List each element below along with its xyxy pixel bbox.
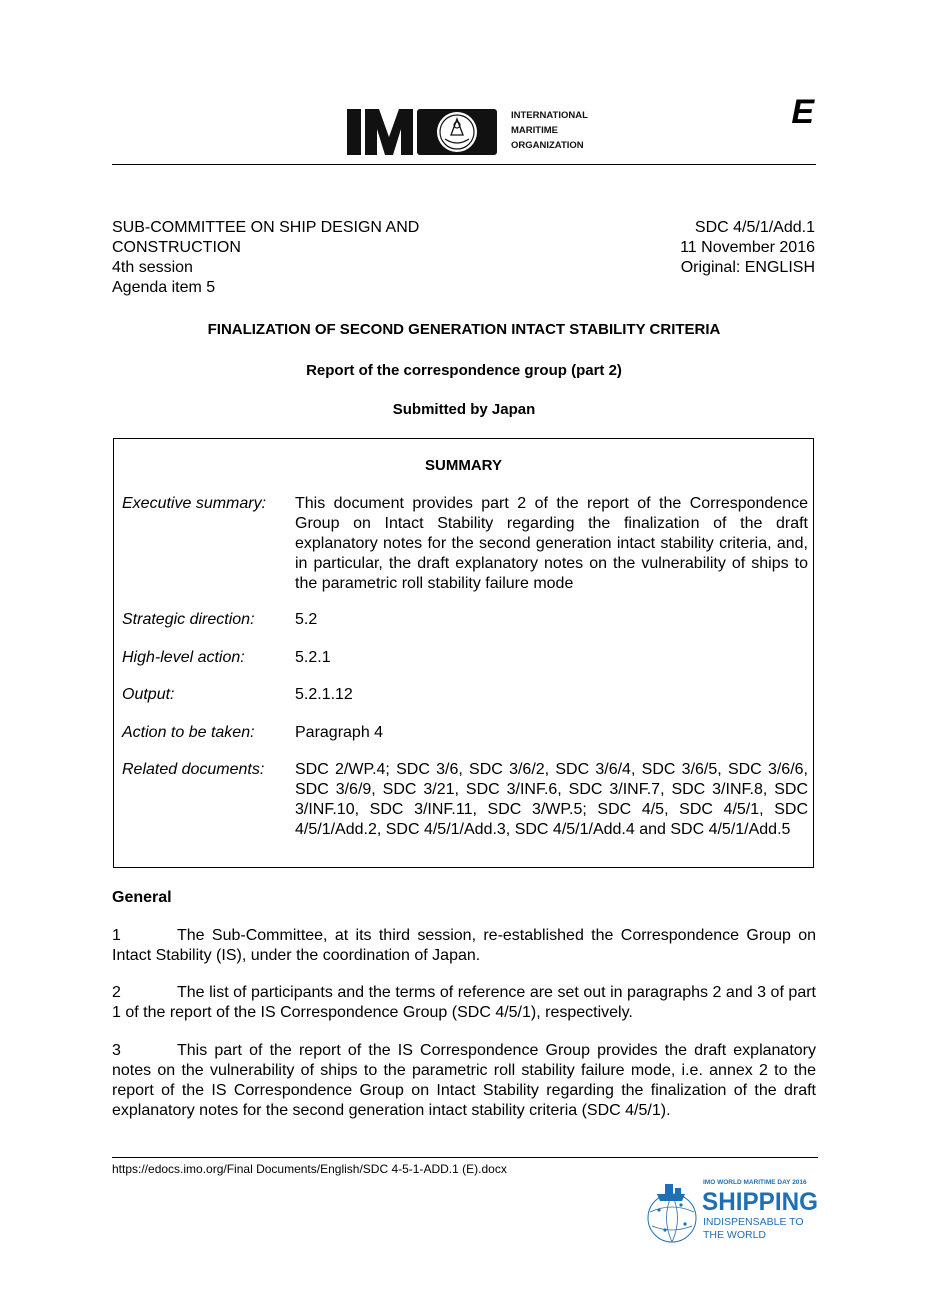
summary-label: Output: <box>122 686 175 703</box>
session-line: 4th session <box>112 259 193 276</box>
committee-block <box>112 218 419 298</box>
doc-date: 11 November 2016 <box>680 239 815 256</box>
wmd-line-2: THE WORLD <box>703 1229 766 1241</box>
summary-label: Strategic direction: <box>122 611 255 628</box>
org-name-line-2: MARITIME <box>511 125 558 136</box>
footer-file-path: https://edocs.imo.org/Final Documents/English/SDC 4-5-1-ADD.1 (E).docx <box>112 1162 507 1176</box>
paragraph-3 <box>112 1041 816 1121</box>
footer-divider <box>112 1157 818 1158</box>
wmd-top-line: IMO WORLD MARITIME DAY 2016 <box>703 1179 807 1186</box>
org-name-line-1: INTERNATIONAL <box>511 110 588 121</box>
summary-value: 5.2.1.12 <box>295 686 353 703</box>
globe-ship-icon <box>648 1184 696 1242</box>
committee-line: SUB-COMMITTEE ON SHIP DESIGN AND <box>112 219 420 236</box>
summary-box <box>113 438 814 868</box>
summary-value: SDC 2/WP.4; SDC 3/6, SDC 3/6/2, SDC 3/6/4, SDC 3/6/5, SDC 3/6/6, SDC 3/6/9, SDC 3/21, SDC 3/INF.6, SDC 3/INF.7, SDC 3/INF.8, SDC 3/INF.10, SDC 3/INF.11, SDC 3/WP.5; SDC 4/5, SDC 4/5/1, SDC 4/5/1/Add.2, SDC 4/5/1/Add.3, SDC 4/5/1/Add.4 and SDC 4/5/1/Add.5 <box>295 761 808 838</box>
section-heading-general: General <box>112 889 172 906</box>
document-title: FINALIZATION OF SECOND GENERATION INTACT STABILITY CRITERIA <box>207 321 721 338</box>
paragraph-number: 1 <box>112 927 121 944</box>
summary-heading: SUMMARY <box>425 457 502 474</box>
document-reference-block <box>680 218 815 278</box>
org-name-line-3: ORGANIZATION <box>511 140 584 151</box>
paragraph-2 <box>112 983 816 1023</box>
wmd-line-1: INDISPENSABLE TO <box>703 1216 804 1228</box>
paragraph-text: The list of participants and the terms of reference are set out in paragraphs 2 and 3 of part 1 of the report of the IS Correspondence Group (SDC 4/5/1), respectively. <box>112 984 816 1021</box>
submitted-by: Submitted by Japan <box>392 401 536 418</box>
summary-label: Related documents: <box>122 761 265 778</box>
paragraph-number: 3 <box>112 1042 121 1059</box>
agenda-item-line: Agenda item 5 <box>112 279 216 296</box>
summary-value: This document provides part 2 of the report of the Correspondence Group on Intact Stability regarding the finalization of the draft explanatory notes for the second generation intact stability criteria, and, in particular, the draft explanatory notes on the vulnerability of ships to the parametric roll stability failure mode <box>295 495 808 592</box>
summary-value: 5.2.1 <box>295 649 331 666</box>
paragraph-1 <box>112 926 816 966</box>
imo-logo <box>345 103 615 158</box>
paragraph-number: 2 <box>112 984 121 1001</box>
summary-value: Paragraph 4 <box>295 724 384 741</box>
summary-label: Action to be taken: <box>122 724 255 741</box>
committee-line: CONSTRUCTION <box>112 239 241 256</box>
summary-value: 5.2 <box>295 611 318 628</box>
summary-label: High-level action: <box>122 649 245 666</box>
summary-label: Executive summary: <box>122 495 267 512</box>
language-letter: E <box>791 93 814 131</box>
wmd-title: SHIPPING <box>702 1188 818 1216</box>
doc-ref: SDC 4/5/1/Add.1 <box>694 219 815 236</box>
world-maritime-day-logo <box>645 1172 820 1247</box>
doc-original-language: Original: ENGLISH <box>680 259 815 276</box>
header-divider <box>112 164 816 165</box>
document-subtitle: Report of the correspondence group (part 2) <box>306 362 622 379</box>
paragraph-text: This part of the report of the IS Correspondence Group provides the draft explanatory notes on the vulnerability of ships to the parametric roll stability failure mode, i.e. annex 2 to the report of the IS Correspondence Group on Intact Stability regarding the finalization of the draft explanatory notes for the second generation intact stability criteria (SDC 4/5/1). <box>112 1042 816 1119</box>
paragraph-text: The Sub-Committee, at its third session, re-established the Correspondence Group on Intact Stability (IS), under the coordination of Japan. <box>112 927 816 964</box>
